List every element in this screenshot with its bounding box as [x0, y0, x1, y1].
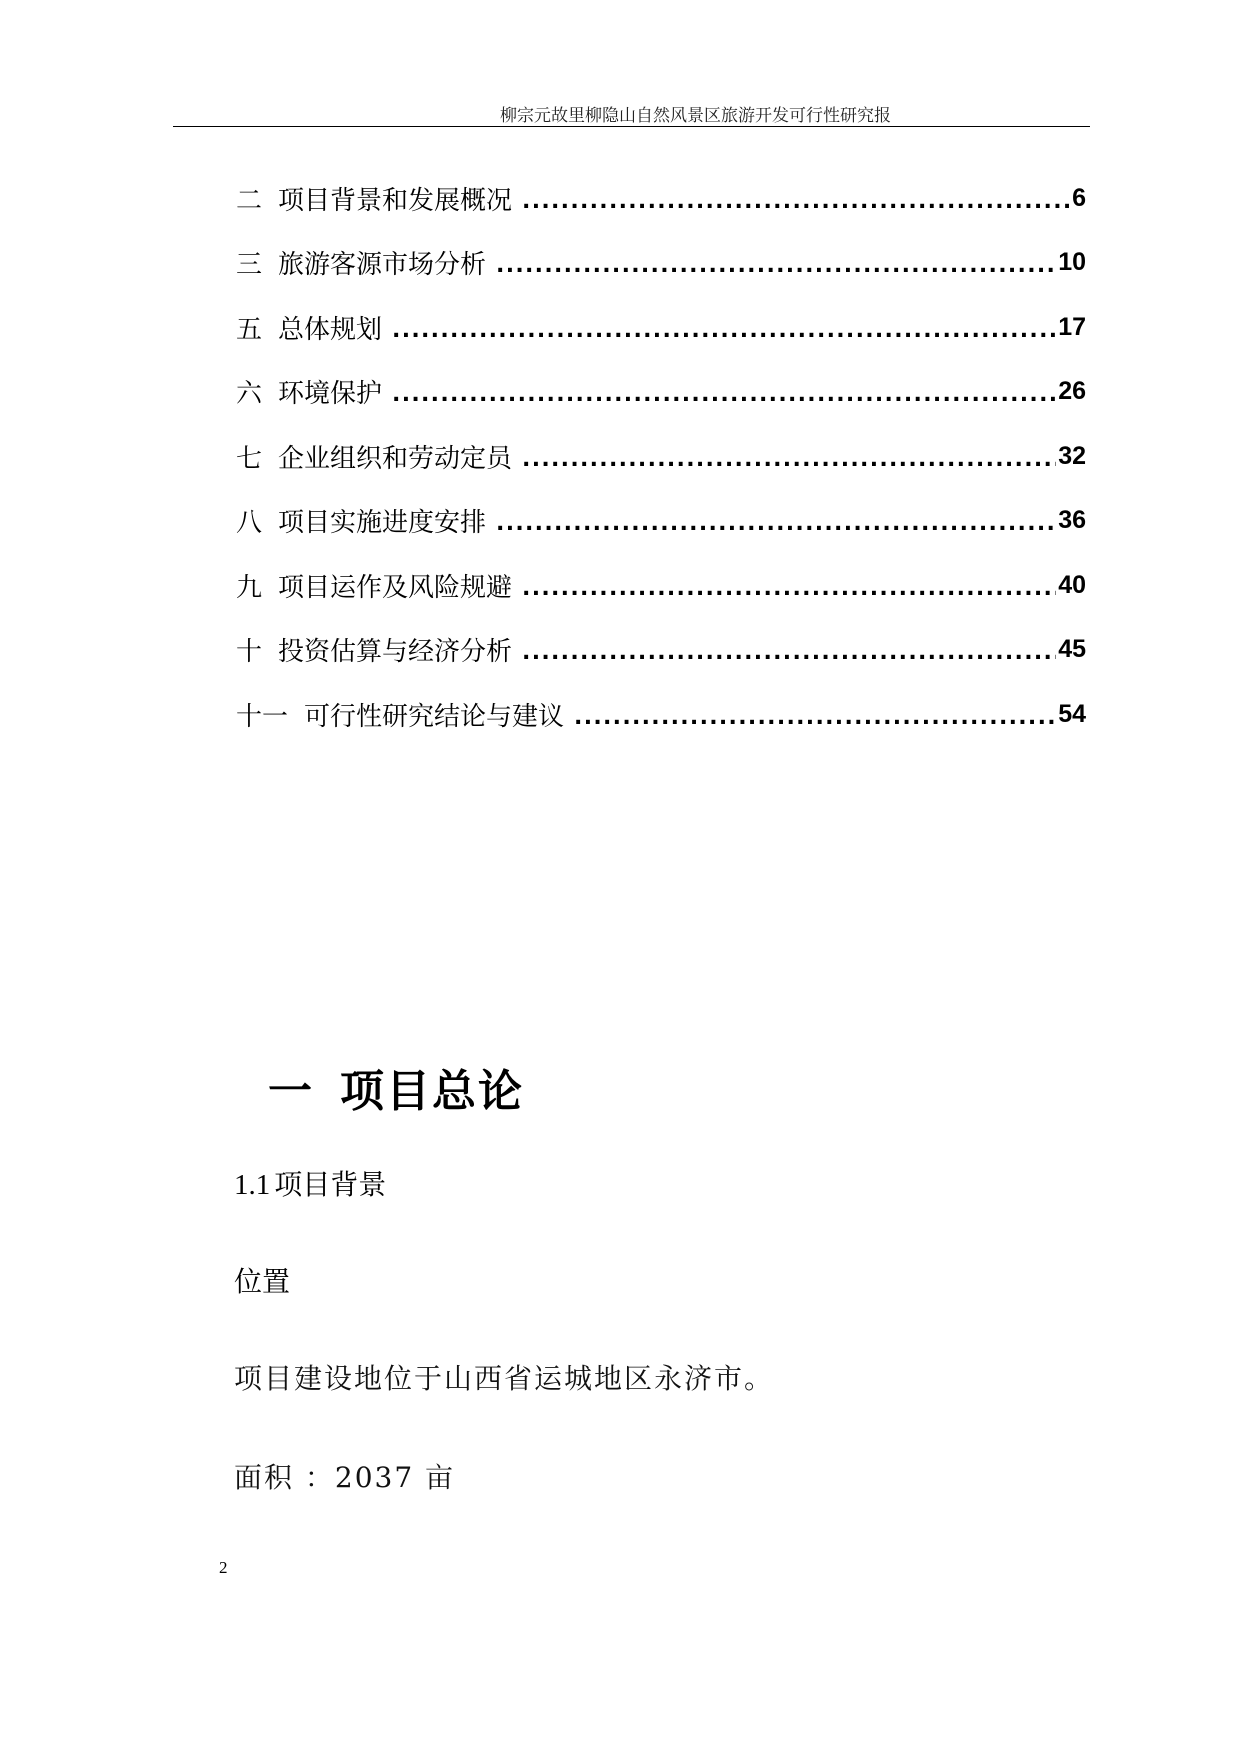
toc-entry-page: 32	[1058, 441, 1086, 470]
toc-entry-number: 十一	[236, 701, 289, 732]
toc-dot-leader	[574, 694, 1056, 734]
toc-dot-leader	[522, 436, 1056, 476]
toc-entry[interactable]	[236, 436, 1086, 476]
toc-entry-label: 项目运作及风险规避	[278, 572, 513, 603]
section-title-text: 项目背景	[274, 1168, 387, 1201]
chapter-number: 一	[268, 1066, 314, 1117]
chapter-heading	[268, 1055, 524, 1119]
toc-entry-page: 17	[1058, 312, 1086, 341]
section-number: 1.1	[234, 1169, 271, 1201]
toc-entry-page: 10	[1058, 247, 1086, 276]
toc-entry[interactable]	[236, 629, 1086, 669]
chapter-title-text: 项目总论	[340, 1066, 524, 1117]
toc-dot-leader	[522, 629, 1056, 669]
toc-dot-leader	[522, 565, 1056, 605]
toc-entry-page: 6	[1072, 183, 1086, 212]
toc-entry-label: 环境保护	[278, 378, 383, 409]
toc-entry-number: 三	[236, 249, 263, 280]
toc-entry-label: 项目实施进度安排	[278, 507, 487, 538]
toc-entry-page: 26	[1058, 376, 1086, 405]
toc-entry-page: 36	[1058, 505, 1086, 534]
body-paragraph-area: 面积 ：2037 亩	[234, 1461, 456, 1494]
section-heading	[234, 1163, 386, 1203]
toc-entry-number: 七	[236, 443, 263, 474]
toc-dot-leader	[496, 242, 1056, 282]
toc-entry-number: 九	[236, 572, 263, 603]
toc-entry-number: 八	[236, 507, 263, 538]
toc-entry[interactable]	[236, 178, 1086, 218]
toc-entry-label: 企业组织和劳动定员	[278, 443, 513, 474]
toc-entry-number: 十	[236, 636, 263, 667]
body-paragraph-location: 项目建设地位于山西省运城地区永济市。	[234, 1362, 775, 1395]
toc-dot-leader	[496, 500, 1056, 540]
toc-entry-number: 二	[236, 185, 263, 216]
toc-dot-leader	[392, 371, 1056, 411]
toc-entry[interactable]	[236, 371, 1086, 411]
toc-entry[interactable]	[236, 565, 1086, 605]
toc-entry-number: 五	[236, 314, 263, 345]
header-divider	[173, 126, 1090, 127]
toc-entry-page: 54	[1058, 699, 1086, 728]
subsection-heading: 位置	[234, 1265, 291, 1298]
toc-entry[interactable]	[236, 694, 1086, 734]
toc-entry[interactable]	[236, 500, 1086, 540]
toc-entry-label: 投资估算与经济分析	[278, 636, 513, 667]
toc-entry-number: 六	[236, 378, 263, 409]
toc-entry-label: 旅游客源市场分析	[278, 249, 487, 280]
page-number: 2	[219, 1558, 228, 1577]
toc-entry-page: 45	[1058, 634, 1086, 663]
toc-entry-label: 总体规划	[278, 314, 383, 345]
toc-entry[interactable]	[236, 307, 1086, 347]
toc-entry[interactable]	[236, 242, 1086, 282]
toc-entry-label: 项目背景和发展概况	[278, 185, 513, 216]
toc-entry-label: 可行性研究结论与建议	[304, 701, 565, 732]
toc-entry-page: 40	[1058, 570, 1086, 599]
toc-dot-leader	[392, 307, 1056, 347]
toc-dot-leader	[522, 178, 1070, 218]
running-header-title: 柳宗元故里柳隐山自然风景区旅游开发可行性研究报	[500, 106, 891, 126]
